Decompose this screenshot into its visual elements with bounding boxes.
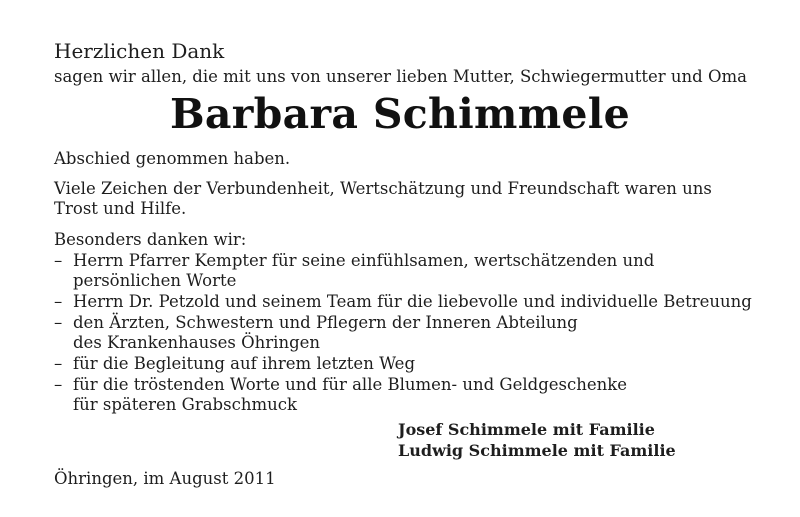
farewell-text: Abschied genommen haben. <box>54 149 291 168</box>
thanks-intro: Besonders danken wir: <box>54 230 247 249</box>
signature-josef: Josef Schimmele mit Familie <box>398 420 655 439</box>
thanks-item-text: Herrn Dr. Petzold und seinem Team für die liebevolle und individuelle Betreuung <box>73 292 752 311</box>
sympathy-text-line-2: Trost und Hilfe. <box>54 199 187 218</box>
dash-bullet: – <box>54 292 63 311</box>
thanks-item-text: für die tröstenden Worte und für alle Blumen- und Geldgeschenke <box>73 375 628 394</box>
dash-bullet: – <box>54 375 63 394</box>
thanks-item <box>54 354 415 374</box>
thanks-item-text: Herrn Pfarrer Kempter für seine einfühlsamen, wertschätzenden und <box>73 251 655 270</box>
notice-subheading: sagen wir allen, die mit uns von unserer lieben Mutter, Schwiegermutter und Oma <box>54 67 747 86</box>
thanks-item <box>54 292 752 312</box>
signature-ludwig: Ludwig Schimmele mit Familie <box>398 441 676 460</box>
thanks-item-continuation: des Krankenhauses Öhringen <box>73 333 321 352</box>
dash-bullet: – <box>54 251 63 270</box>
thanks-item-text: den Ärzten, Schwestern und Pflegern der Inneren Abteilung <box>73 313 578 332</box>
thanks-item-continuation: für späteren Grabschmuck <box>73 395 297 414</box>
thanks-item <box>54 251 654 271</box>
thanks-item <box>54 313 578 333</box>
dash-bullet: – <box>54 354 63 373</box>
dash-bullet: – <box>54 313 63 332</box>
thanks-item-text: für die Begleitung auf ihrem letzten Weg <box>73 354 416 373</box>
notice-heading: Herzlichen Dank <box>54 39 225 63</box>
sympathy-text-line-1: Viele Zeichen der Verbundenheit, Wertschätzung und Freundschaft waren uns <box>54 179 712 198</box>
thanks-item <box>54 375 627 395</box>
deceased-name: Barbara Schimmele <box>169 90 631 138</box>
place-and-date: Öhringen, im August 2011 <box>54 469 276 488</box>
thanks-item-continuation: persönlichen Worte <box>73 271 237 290</box>
